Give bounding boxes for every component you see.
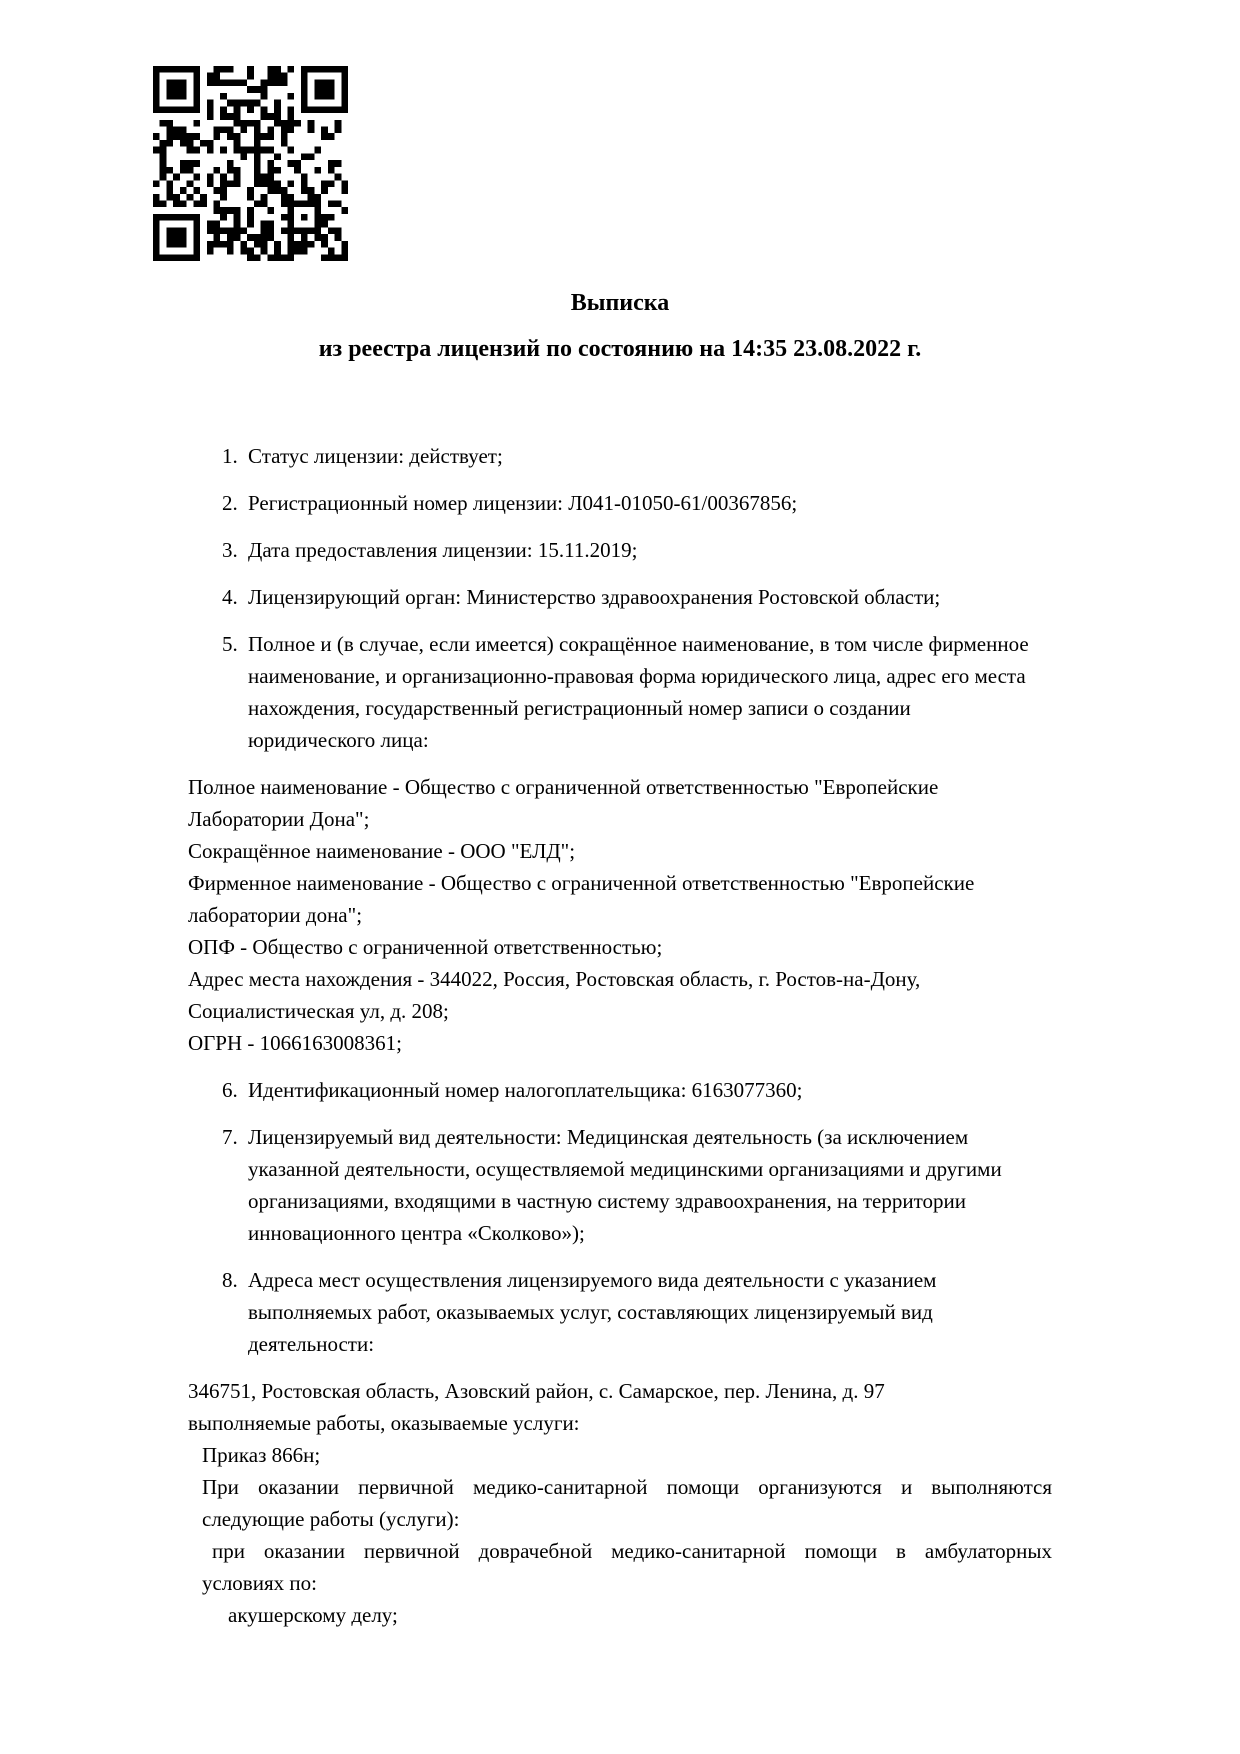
text-line: Адрес места нахождения - 344022, Россия, Ростовская область, г. Ростов-на-Дону,	[188, 967, 921, 991]
text-line	[222, 534, 1052, 566]
numbered-item	[188, 487, 1052, 519]
text-line	[222, 581, 1052, 613]
text-line: указанной деятельности, осуществляемой медицинскими организациями и другими	[248, 1157, 1002, 1181]
text-line	[222, 440, 1052, 472]
list-item-number: 2.	[222, 491, 238, 515]
text-line: выполняемых работ, оказываемых услуг, составляющих лицензируемый вид	[248, 1300, 933, 1324]
list-item-number: 6.	[222, 1078, 238, 1102]
text-line: Лаборатории Дона";	[188, 807, 370, 831]
page-title: Выписка	[570, 290, 670, 316]
page-subtitle: из реестра лицензий по состоянию на 14:35 23.08.2022 г.	[318, 336, 922, 362]
numbered-item	[188, 581, 1052, 613]
list-item-number: 1.	[222, 444, 238, 468]
document-body	[188, 440, 1052, 1631]
text-line: ОГРН - 1066163008361;	[188, 1031, 402, 1055]
list-item-number: 8.	[222, 1268, 238, 1292]
text-line	[222, 487, 1052, 519]
list-item-number: 4.	[222, 585, 238, 609]
text-line: Полное наименование - Общество с ограниченной ответственностью "Европейские	[188, 775, 939, 799]
text-line: организациями, входящими в частную систему здравоохранения, на территории	[248, 1189, 966, 1213]
text-line	[222, 1121, 1052, 1153]
text-line: выполняемые работы, оказываемые услуги:	[188, 1411, 580, 1435]
numbered-item	[188, 534, 1052, 566]
text-line: Сокращённое наименование - ООО "ЕЛД";	[188, 839, 576, 863]
numbered-item	[188, 1264, 1052, 1360]
list-item-text: Статус лицензии: действует;	[248, 444, 503, 468]
text-line: Фирменное наименование - Общество с ограниченной ответственностью "Европейские	[188, 871, 975, 895]
paragraph-block	[188, 771, 1052, 1059]
text-line: Приказ 866н;	[202, 1443, 321, 1467]
text-line	[222, 1074, 1052, 1106]
text-line: при оказании первичной доврачебной медико-санитарной помощи в амбулаторных	[212, 1539, 1052, 1563]
text-line: Социалистическая ул, д. 208;	[188, 999, 449, 1023]
numbered-item	[188, 628, 1052, 756]
list-item-text: Дата предоставления лицензии: 15.11.2019;	[248, 538, 638, 562]
text-line: лаборатории дона";	[188, 903, 363, 927]
numbered-item	[188, 1121, 1052, 1249]
document-content	[188, 288, 1052, 1631]
text-line: акушерскому делу;	[228, 1603, 398, 1627]
list-item-number: 5.	[222, 632, 238, 656]
text-line: следующие работы (услуги):	[202, 1507, 460, 1531]
list-item-number: 3.	[222, 538, 238, 562]
text-line: При оказании первичной медико-санитарной помощи организуются и выполняются	[202, 1475, 1052, 1499]
text-line: 346751, Ростовская область, Азовский район, с. Самарское, пер. Ленина, д. 97	[188, 1379, 885, 1403]
list-item-number: 7.	[222, 1125, 238, 1149]
text-line: деятельности:	[248, 1332, 375, 1356]
text-line: наименование, и организационно-правовая форма юридического лица, адрес его места	[248, 664, 1026, 688]
paragraph-block	[188, 1375, 1052, 1631]
text-line: ОПФ - Общество с ограниченной ответственностью;	[188, 935, 663, 959]
qr-code-icon	[153, 66, 348, 261]
numbered-item	[188, 1074, 1052, 1106]
text-line: инновационного центра «Сколково»);	[248, 1221, 585, 1245]
list-item-text: Регистрационный номер лицензии: Л041-01050-61/00367856;	[248, 491, 798, 515]
text-line: нахождения, государственный регистрационный номер записи о создании	[248, 696, 911, 720]
text-line: условиях по:	[202, 1571, 317, 1595]
text-line: юридического лица:	[248, 728, 429, 752]
list-item-text: Лицензирующий орган: Министерство здравоохранения Ростовской области;	[248, 585, 941, 609]
text-line	[222, 628, 1052, 660]
numbered-item	[188, 440, 1052, 472]
text-line	[222, 1264, 1052, 1296]
list-item-text: Адреса мест осуществления лицензируемого вида деятельности с указанием	[248, 1268, 937, 1292]
list-item-text: Полное и (в случае, если имеется) сокращённое наименование, в том числе фирменное	[248, 632, 1029, 656]
list-item-text: Лицензируемый вид деятельности: Медицинская деятельность (за исключением	[248, 1125, 969, 1149]
list-item-text: Идентификационный номер налогоплательщика: 6163077360;	[248, 1078, 803, 1102]
